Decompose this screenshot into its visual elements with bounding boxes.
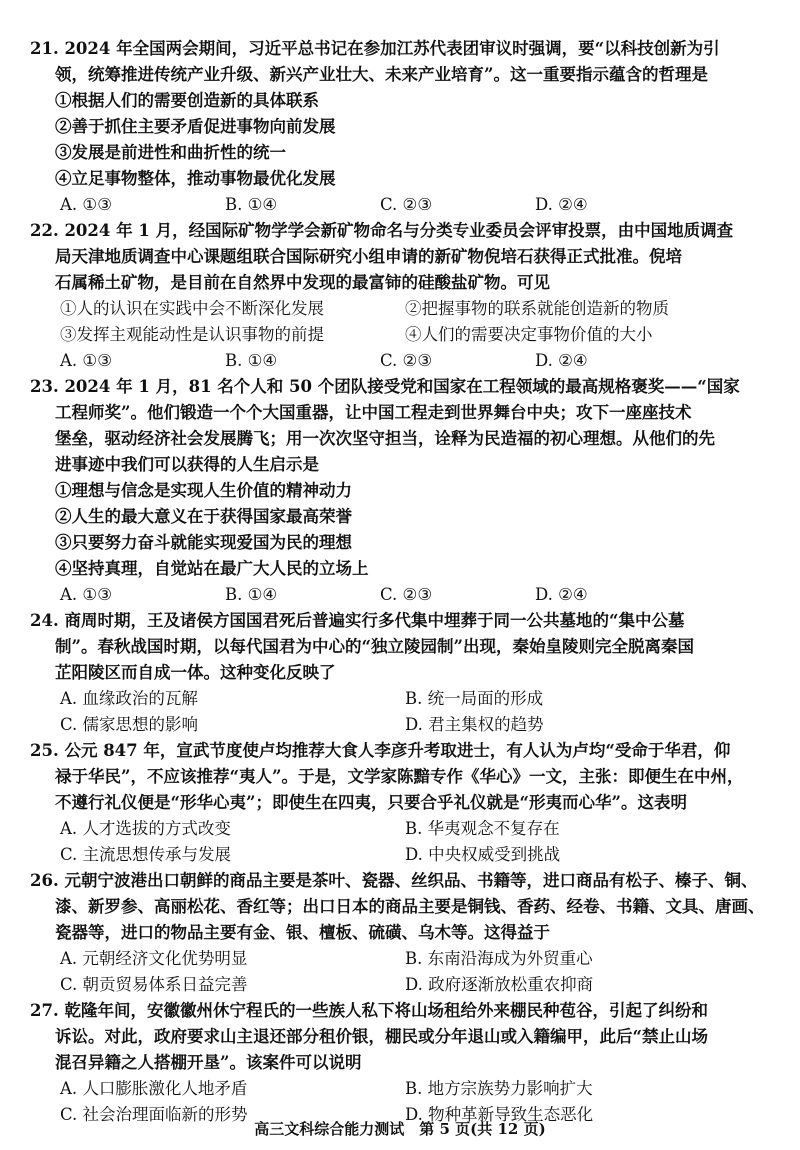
statement: ④坚持真理，自觉站在最广大人民的立场上 <box>55 559 369 578</box>
statement: ①根据人们的需要创造新的具体联系 <box>55 91 319 110</box>
statement: ②把握事物的联系就能创造新的物质 <box>405 299 669 318</box>
question-stem-line: 26. 元朝宁波港出口朝鲜的商品主要是茶叶、瓷器、丝织品、书籍等，进口商品有松子、榛子、铜、 <box>30 871 758 890</box>
question-stem-line: 27. 乾隆年间，安徽徽州休宁程氏的一些族人私下将山场租给外来棚民种苞谷，引起了纠纷和 <box>30 1001 708 1020</box>
option-a: A. ①③ <box>60 195 112 214</box>
option-c: C. 主流思想传承与发展 <box>60 845 232 864</box>
option-d: D. 中央权威受到挑战 <box>405 845 561 864</box>
question-stem-line: 诉讼。对此，政府要求山主退还部分租价银，棚民或分年退山或入籍编甲，此后“禁止山场 <box>55 1027 708 1046</box>
option-d: D. 物种革新导致生态恶化 <box>405 1105 594 1124</box>
question-stem-line: 领，统筹推进传统产业升级、新兴产业壮大、未来产业培育”。这一重要指示蕴含的哲理是 <box>55 65 708 84</box>
question-stem-line: 制”。春秋战国时期，以每代国君为中心的“独立陵园制”出现，秦始皇陵则完全脱离秦国 <box>55 637 694 656</box>
option-d: D. ②④ <box>535 585 588 604</box>
statement: ③发挥主观能动性是认识事物的前提 <box>60 325 324 344</box>
question-stem-line: 23. 2024 年 1 月，81 名个人和 50 个团队接受党和国家在工程领域的最高规格褒奖——“国家 <box>30 377 740 396</box>
question-stem-line: 石属稀土矿物，是目前在自然界中发现的最富铈的硅酸盐矿物。可见 <box>55 273 550 292</box>
question-22 <box>30 218 775 374</box>
option-a: A. 元朝经济文化优势明显 <box>60 949 248 968</box>
question-24 <box>30 608 775 738</box>
statement: ②人生的最大意义在于获得国家最高荣誉 <box>55 507 352 526</box>
question-stem-line: 21. 2024 年全国两会期间，习近平总书记在参加江苏代表团审议时强调，要“以科技创新为引 <box>30 39 720 58</box>
question-stem-line: 22. 2024 年 1 月，经国际矿物学学会新矿物命名与分类专业委员会评审投票，由中国地质调查 <box>30 221 734 240</box>
option-b: B. 华夷观念不复存在 <box>405 819 560 838</box>
option-c: C. ②③ <box>380 585 433 604</box>
question-stem-line: 漆、新罗参、高丽松花、香红等；出口日本的商品主要是铜钱、香药、经卷、书籍、文具、唐画、 <box>55 897 765 916</box>
page-footer: 高三文科综合能力测试 第 5 页(共 12 页) <box>254 1120 546 1138</box>
option-b: B. 地方宗族势力影响扩大 <box>405 1079 593 1098</box>
option-c: C. 社会治理面临新的形势 <box>60 1105 248 1124</box>
question-27 <box>30 998 775 1128</box>
question-stem-line: 进事迹中我们可以获得的人生启示是 <box>55 455 319 474</box>
option-a: A. ①③ <box>60 351 112 370</box>
question-stem-line: 芷阳陵区而自成一体。这种变化反映了 <box>55 663 336 682</box>
option-a: A. 人才选拔的方式改变 <box>60 819 231 838</box>
option-a: A. 人口膨胀激化人地矛盾 <box>60 1079 248 1098</box>
question-21 <box>30 36 775 218</box>
question-stem-line: 25. 公元 847 年，宣武节度使卢均推荐大食人李彦升考取进士，有人认为卢均“受命于华君，仰 <box>30 741 731 760</box>
question-stem-line: 堡垒，驱动经济社会发展腾飞；用一次次坚守担当，诠释为民造福的初心理想。从他们的先 <box>55 429 715 448</box>
statement: ①理想与信念是实现人生价值的精神动力 <box>55 481 352 500</box>
option-a: A. 血缘政治的瓦解 <box>60 689 198 708</box>
statement: ③只要努力奋斗就能实现爱国为民的理想 <box>55 533 352 552</box>
statement: ④立足事物整体，推动事物最优化发展 <box>55 169 336 188</box>
option-b: B. ①④ <box>225 351 278 370</box>
question-26 <box>30 868 775 998</box>
option-d: D. ②④ <box>535 351 588 370</box>
option-d: D. 君主集权的趋势 <box>405 715 544 734</box>
option-d: D. ②④ <box>535 195 588 214</box>
option-b: B. 东南沿海成为外贸重心 <box>405 949 593 968</box>
statement: ②善于抓住主要矛盾促进事物向前发展 <box>55 117 336 136</box>
option-b: B. ①④ <box>225 585 278 604</box>
question-stem-line: 工程师奖”。他们锻造一个个大国重器，让中国工程走到世界舞台中央；攻下一座座技术 <box>55 403 692 422</box>
option-c: C. 朝贡贸易体系日益完善 <box>60 975 248 994</box>
option-c: C. 儒家思想的影响 <box>60 715 199 734</box>
option-b: B. ①④ <box>225 195 278 214</box>
statement: ④人们的需要决定事物价值的大小 <box>405 325 653 344</box>
question-23 <box>30 374 775 608</box>
statement: ③发展是前进性和曲折性的统一 <box>55 143 286 162</box>
question-25 <box>30 738 775 868</box>
question-stem-line: 局天津地质调查中心课题组联合国际研究小组申请的新矿物倪培石获得正式批准。倪培 <box>55 247 682 266</box>
question-stem-line: 不遵行礼仪便是“形华心夷”；即使生在四夷，只要合乎礼仪就是“形夷而心华”。这表明 <box>55 793 687 812</box>
option-c: C. ②③ <box>380 351 433 370</box>
option-a: A. ①③ <box>60 585 112 604</box>
question-stem-line: 禄于华民”，不应该推荐“夷人”。于是，文学家陈黯专作《华心》一文，主张：即便生在中州， <box>55 767 744 786</box>
option-c: C. ②③ <box>380 195 433 214</box>
statement: ①人的认识在实践中会不断深化发展 <box>60 299 324 318</box>
option-b: B. 统一局面的形成 <box>405 689 544 708</box>
option-d: D. 政府逐渐放松重农抑商 <box>405 975 594 994</box>
question-stem-line: 混召异籍之人搭棚开垦”。该案件可以说明 <box>55 1053 362 1072</box>
question-stem-line: 24. 商周时期，王及诸侯方国国君死后普遍实行多代集中埋葬于同一公共墓地的“集中公墓 <box>30 611 685 630</box>
question-stem-line: 瓷器等，进口的物品主要有金、银、檀板、硫磺、乌木等。这得益于 <box>55 923 550 942</box>
